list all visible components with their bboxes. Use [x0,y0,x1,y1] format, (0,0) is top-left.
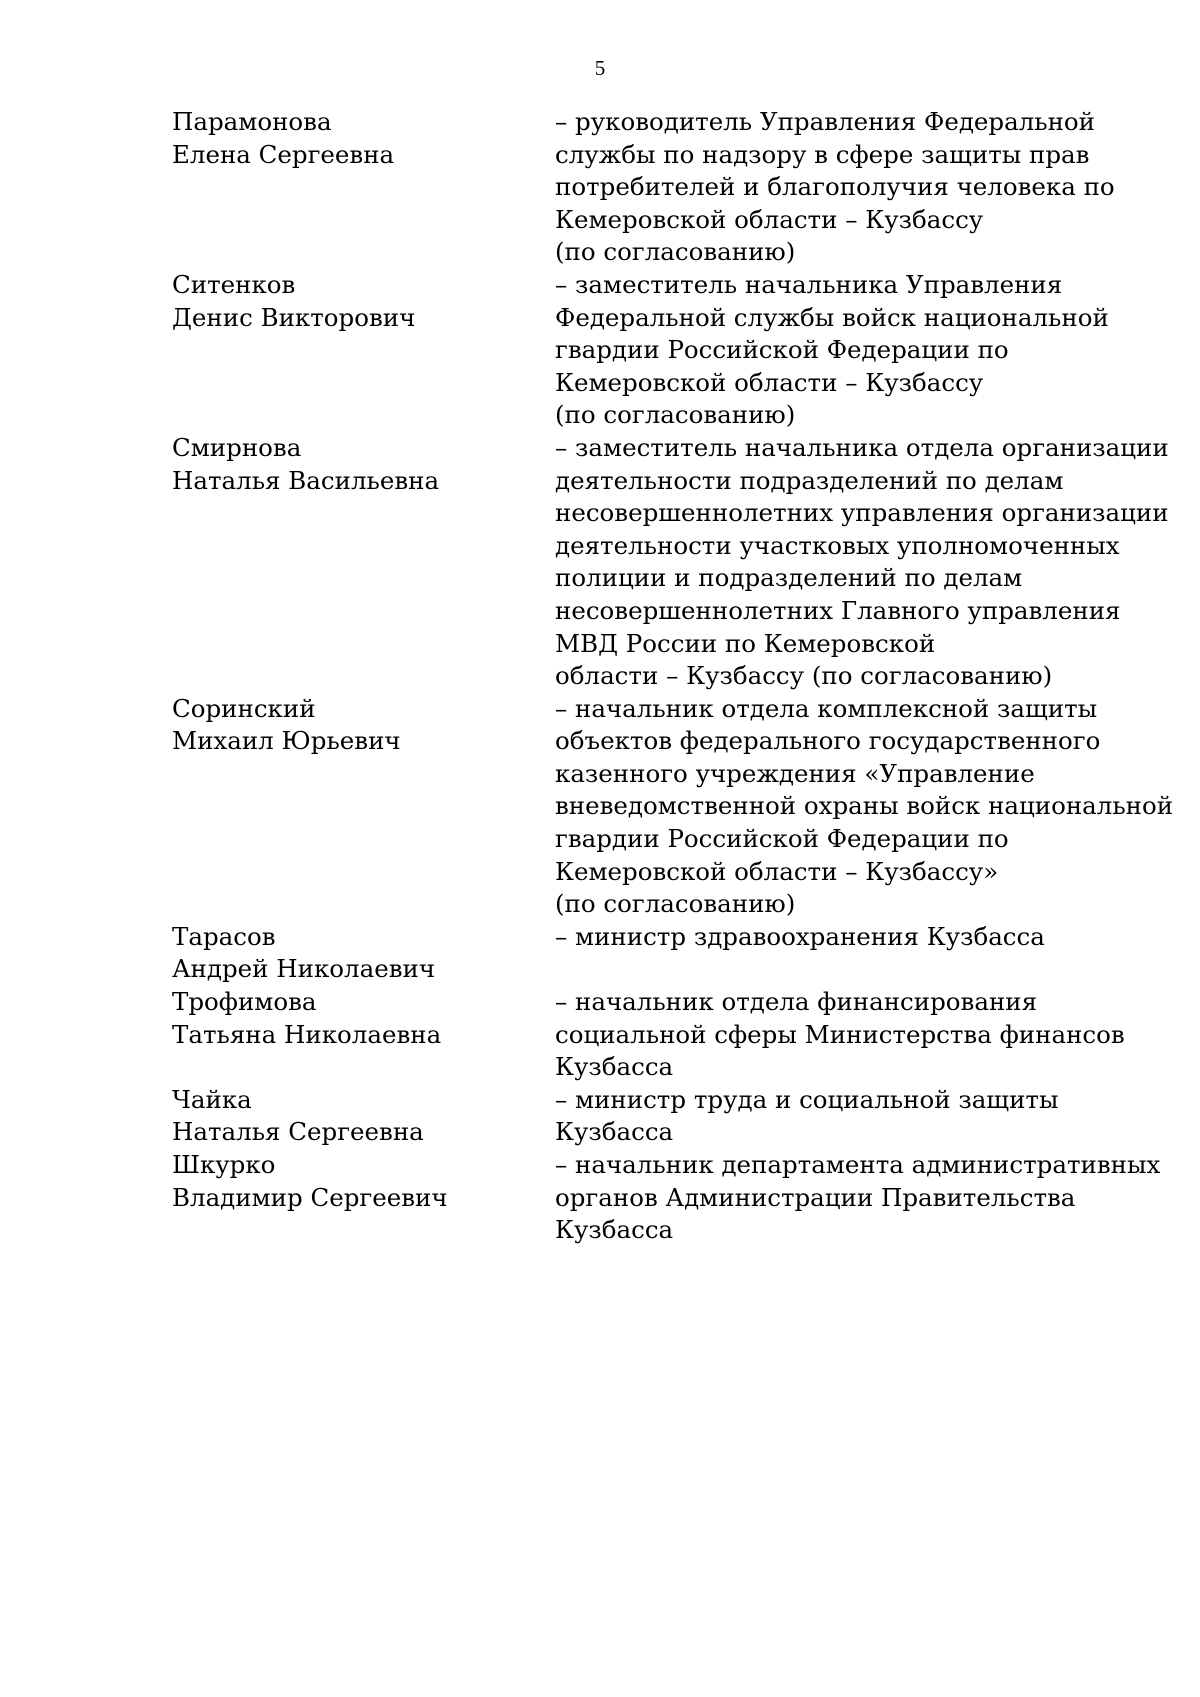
member-surname: Чайка [172,1084,252,1114]
member-given-names: Андрей Николаевич [172,954,436,984]
member-role-line: Кемеровской области – Кузбассу [555,204,984,234]
page-number: 5 [594,56,606,80]
member-role [555,106,1165,269]
member-role-line: – начальник департамента административных [555,1150,1161,1179]
member-role-line: деятельности подразделений по делам [555,465,1064,495]
member-role-line: Кемеровской области – Кузбассу» [555,856,999,886]
member-role-line: – заместитель начальника Управления [555,269,1063,299]
member-role-line: области – Кузбассу (по согласованию) [555,661,1053,691]
member-role-line: гвардии Российской Федерации по [555,335,1009,365]
member-row [0,1084,1200,1149]
member-role-line: службы по надзору в сфере защиты прав [555,139,1090,169]
member-name [172,986,532,1051]
member-role-line: – министр здравоохранения Кузбасса [555,921,1045,951]
member-name [172,693,532,758]
member-row [0,986,1200,1084]
member-role-line: – министр труда и социальной защиты [555,1084,1059,1114]
member-surname: Трофимова [172,987,317,1017]
member-role-line: МВД России по Кемеровской [555,628,936,658]
member-role [555,1149,1165,1247]
member-role-line: несовершеннолетних управления организации [555,498,1169,528]
member-role-line: деятельности участковых уполномоченных [555,530,1120,560]
member-role-line: (по согласованию) [555,889,796,919]
member-surname: Соринский [172,693,316,723]
member-role-line: социальной сферы Министерства финансов [555,1019,1125,1049]
member-role-line: – начальник отдела комплексной защиты [555,693,1098,723]
member-surname: Парамонова [172,107,332,136]
member-role-line: объектов федерального государственного [555,726,1101,756]
member-name [172,106,532,171]
member-role-line: органов Администрации Правительства [555,1182,1076,1212]
member-row [0,921,1200,986]
member-name [172,1149,532,1214]
member-role-line: (по согласованию) [555,400,796,430]
member-given-names: Елена Сергеевна [172,139,395,169]
member-role [555,693,1174,921]
member-given-names: Владимир Сергеевич [172,1182,448,1212]
member-role-line: – заместитель начальника отдела организации [555,432,1169,462]
member-role-line: Кузбасса [555,1215,674,1245]
member-role [555,269,1165,432]
member-row [0,269,1200,432]
member-row [0,106,1200,269]
member-role-line: гвардии Российской Федерации по [555,824,1009,854]
member-role [555,986,1165,1084]
member-given-names: Денис Викторович [172,302,416,332]
member-row [0,1149,1200,1247]
members-list [0,106,1200,1247]
member-role-line: – начальник отдела финансирования [555,987,1038,1017]
member-surname: Шкурко [172,1150,276,1179]
member-given-names: Наталья Сергеевна [172,1117,424,1147]
member-surname: Ситенков [172,269,296,299]
member-given-names: Наталья Васильевна [172,465,440,495]
member-role-line: Кемеровской области – Кузбассу [555,367,984,397]
member-role-line: (по согласованию) [555,237,796,267]
member-role [555,432,1169,693]
member-role-line: потребителей и благополучия человека по [555,172,1115,202]
member-role-line: Кузбасса [555,1052,674,1082]
member-row [0,693,1200,921]
member-name [172,921,532,986]
member-role-line: Кузбасса [555,1117,674,1147]
member-role-line: полиции и подразделений по делам [555,563,1023,593]
member-given-names: Татьяна Николаевна [172,1019,442,1049]
member-role-line [555,953,1165,986]
member-surname: Смирнова [172,432,302,462]
member-name [172,432,532,497]
member-role-line: казенного учреждения «Управление [555,758,1035,788]
member-role-line: Федеральной службы войск национальной [555,302,1109,332]
member-name [172,269,532,334]
member-role [555,921,1165,986]
member-given-names: Михаил Юрьевич [172,726,401,756]
member-role-line: несовершеннолетних Главного управления [555,595,1121,625]
member-surname: Тарасов [172,921,276,951]
member-role-line: – руководитель Управления Федеральной [555,107,1096,136]
member-name [172,1084,532,1149]
member-role [555,1084,1165,1149]
member-row [0,432,1200,693]
member-role-line: вневедомственной охраны войск национальной [555,791,1174,821]
